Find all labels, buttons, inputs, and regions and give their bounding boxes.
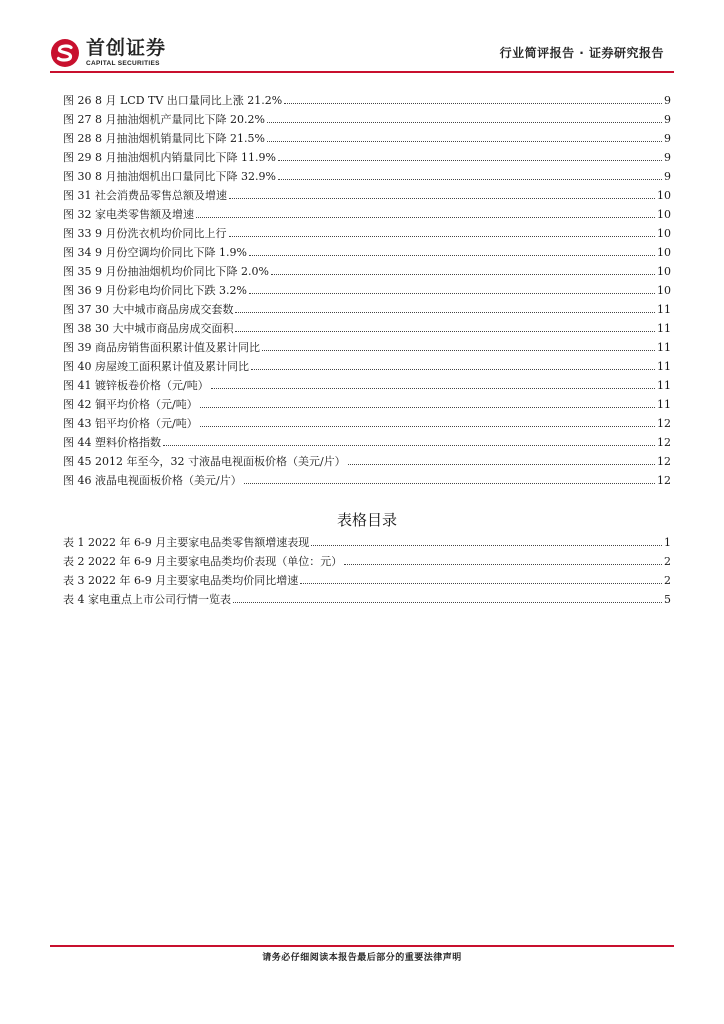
toc-entry-label: 图 41 镀锌板卷价格（元/吨）	[63, 379, 209, 392]
toc-dot-leader	[251, 357, 655, 370]
toc-entry-label: 图 42 铜平均价格（元/吨）	[63, 398, 198, 411]
toc-entry-page-number: 12	[657, 436, 671, 449]
toc-entry-page-number: 9	[664, 94, 671, 107]
toc-entry-page-number: 10	[657, 189, 671, 202]
toc-entry-page-number: 10	[657, 227, 671, 240]
toc-entry-page-number: 10	[657, 246, 671, 259]
toc-entry[interactable]	[63, 129, 671, 148]
toc-entry-page-number: 2	[664, 555, 671, 568]
toc-entry-label: 图 36 9 月份彩电均价同比下跌 3.2%	[63, 284, 247, 297]
toc-dot-leader	[229, 186, 655, 199]
toc-entry[interactable]	[63, 243, 671, 262]
toc-entry[interactable]	[63, 433, 671, 452]
toc-entry-page-number: 5	[664, 593, 671, 606]
toc-entry[interactable]	[63, 91, 671, 110]
toc-entry-page-number: 9	[664, 151, 671, 164]
toc-entry-page-number: 12	[657, 474, 671, 487]
company-logo	[50, 36, 166, 70]
toc-entry-label: 图 29 8 月抽油烟机内销量同比下降 11.9%	[63, 151, 276, 164]
toc-entry[interactable]	[63, 395, 671, 414]
toc-entry[interactable]	[63, 552, 671, 571]
toc-entry-page-number: 1	[664, 536, 671, 549]
toc-dot-leader	[271, 262, 655, 275]
toc-entry-page-number: 10	[657, 284, 671, 297]
toc-dot-leader	[233, 590, 662, 603]
toc-dot-leader	[163, 433, 655, 446]
toc-dot-leader	[244, 471, 655, 484]
toc-entry[interactable]	[63, 205, 671, 224]
toc-dot-leader	[348, 452, 655, 465]
toc-dot-leader	[235, 319, 655, 332]
header-divider	[50, 71, 674, 73]
figure-table-of-contents	[63, 91, 671, 490]
toc-entry-label: 图 31 社会消费品零售总额及增速	[63, 189, 227, 202]
toc-entry-label: 图 33 9 月份洗衣机均价同比上行	[63, 227, 227, 240]
toc-entry[interactable]	[63, 148, 671, 167]
toc-entry-page-number: 10	[657, 208, 671, 221]
logo-mark-icon	[50, 38, 80, 68]
toc-entry-label: 表 3 2022 年 6-9 月主要家电品类均价同比增速	[63, 574, 299, 587]
toc-entry-page-number: 11	[657, 303, 671, 316]
toc-entry-label: 图 37 30 大中城市商品房成交套数	[63, 303, 234, 316]
toc-dot-leader	[211, 376, 655, 389]
toc-dot-leader	[284, 91, 662, 104]
toc-dot-leader	[249, 243, 655, 256]
toc-entry-label: 图 35 9 月份抽油烟机均价同比下降 2.0%	[63, 265, 269, 278]
toc-entry[interactable]	[63, 533, 671, 552]
toc-entry-label: 表 2 2022 年 6-9 月主要家电品类均价表现（单位：元）	[63, 555, 343, 568]
toc-entry-label: 图 39 商品房销售面积累计值及累计同比	[63, 341, 260, 354]
toc-entry-page-number: 10	[657, 265, 671, 278]
toc-entry-label: 图 38 30 大中城市商品房成交面积	[63, 322, 234, 335]
toc-entry[interactable]	[63, 471, 671, 490]
toc-entry-label: 图 43 铝平均价格（元/吨）	[63, 417, 198, 430]
toc-entry[interactable]	[63, 414, 671, 433]
toc-dot-leader	[200, 395, 655, 408]
toc-entry[interactable]	[63, 357, 671, 376]
toc-entry-label: 图 40 房屋竣工面积累计值及累计同比	[63, 360, 249, 373]
footer-divider	[50, 945, 674, 947]
toc-entry-page-number: 9	[664, 132, 671, 145]
toc-dot-leader	[311, 533, 662, 546]
toc-dot-leader	[300, 571, 662, 584]
toc-entry-page-number: 11	[657, 360, 671, 373]
toc-entry[interactable]	[63, 590, 671, 609]
toc-entry[interactable]	[63, 300, 671, 319]
toc-entry-label: 图 27 8 月抽油烟机产量同比下降 20.2%	[63, 113, 265, 126]
toc-entry-label: 图 34 9 月份空调均价同比下降 1.9%	[63, 246, 247, 259]
toc-dot-leader	[344, 552, 662, 565]
toc-entry-label: 表 4 家电重点上市公司行情一览表	[63, 593, 231, 606]
toc-dot-leader	[229, 224, 656, 237]
toc-dot-leader	[267, 129, 662, 142]
toc-entry[interactable]	[63, 224, 671, 243]
toc-entry[interactable]	[63, 167, 671, 186]
toc-dot-leader	[278, 148, 662, 161]
toc-dot-leader	[267, 110, 662, 123]
logo-english-name: CAPITAL SECURITIES	[86, 59, 160, 67]
toc-entry[interactable]	[63, 262, 671, 281]
toc-entry-page-number: 11	[657, 379, 671, 392]
toc-entry-label: 图 45 2012 年至今，32 寸液晶电视面板价格（美元/片）	[63, 455, 346, 468]
toc-entry[interactable]	[63, 452, 671, 471]
toc-entry-label: 图 32 家电类零售额及增速	[63, 208, 194, 221]
toc-entry-page-number: 11	[657, 341, 671, 354]
toc-dot-leader	[249, 281, 655, 294]
toc-entry-label: 图 44 塑料价格指数	[63, 436, 161, 449]
toc-dot-leader	[196, 205, 655, 218]
legal-disclaimer: 请务必仔细阅读本报告最后部分的重要法律声明	[262, 953, 462, 963]
toc-entry[interactable]	[63, 319, 671, 338]
toc-entry[interactable]	[63, 186, 671, 205]
toc-entry-page-number: 2	[664, 574, 671, 587]
toc-entry-page-number: 11	[657, 398, 671, 411]
toc-entry-page-number: 12	[657, 417, 671, 430]
toc-entry-page-number: 9	[664, 113, 671, 126]
table-toc-title: 表格目录	[336, 511, 397, 529]
toc-entry-label: 表 1 2022 年 6-9 月主要家电品类零售额增速表现	[63, 536, 310, 549]
table-table-of-contents	[63, 533, 671, 609]
toc-entry-label: 图 46 液晶电视面板价格（美元/片）	[63, 474, 242, 487]
toc-entry-page-number: 11	[657, 322, 671, 335]
logo-chinese-name: 首创证券	[86, 36, 167, 59]
toc-entry[interactable]	[63, 338, 671, 357]
toc-entry[interactable]	[63, 571, 671, 590]
toc-entry[interactable]	[63, 110, 671, 129]
toc-entry-label: 图 28 8 月抽油烟机销量同比下降 21.5%	[63, 132, 265, 145]
page-header	[50, 36, 674, 70]
toc-dot-leader	[235, 300, 655, 313]
report-type-label: 行业简评报告 · 证券研究报告	[499, 46, 664, 60]
toc-entry-page-number: 12	[657, 455, 671, 468]
toc-dot-leader	[278, 167, 662, 180]
toc-entry[interactable]	[63, 281, 671, 300]
toc-entry-label: 图 26 8 月 LCD TV 出口量同比上涨 21.2%	[63, 94, 283, 107]
toc-entry-page-number: 9	[664, 170, 671, 183]
toc-dot-leader	[262, 338, 655, 351]
toc-dot-leader	[200, 414, 655, 427]
toc-entry-label: 图 30 8 月抽油烟机出口量同比下降 32.9%	[63, 170, 276, 183]
toc-entry[interactable]	[63, 376, 671, 395]
